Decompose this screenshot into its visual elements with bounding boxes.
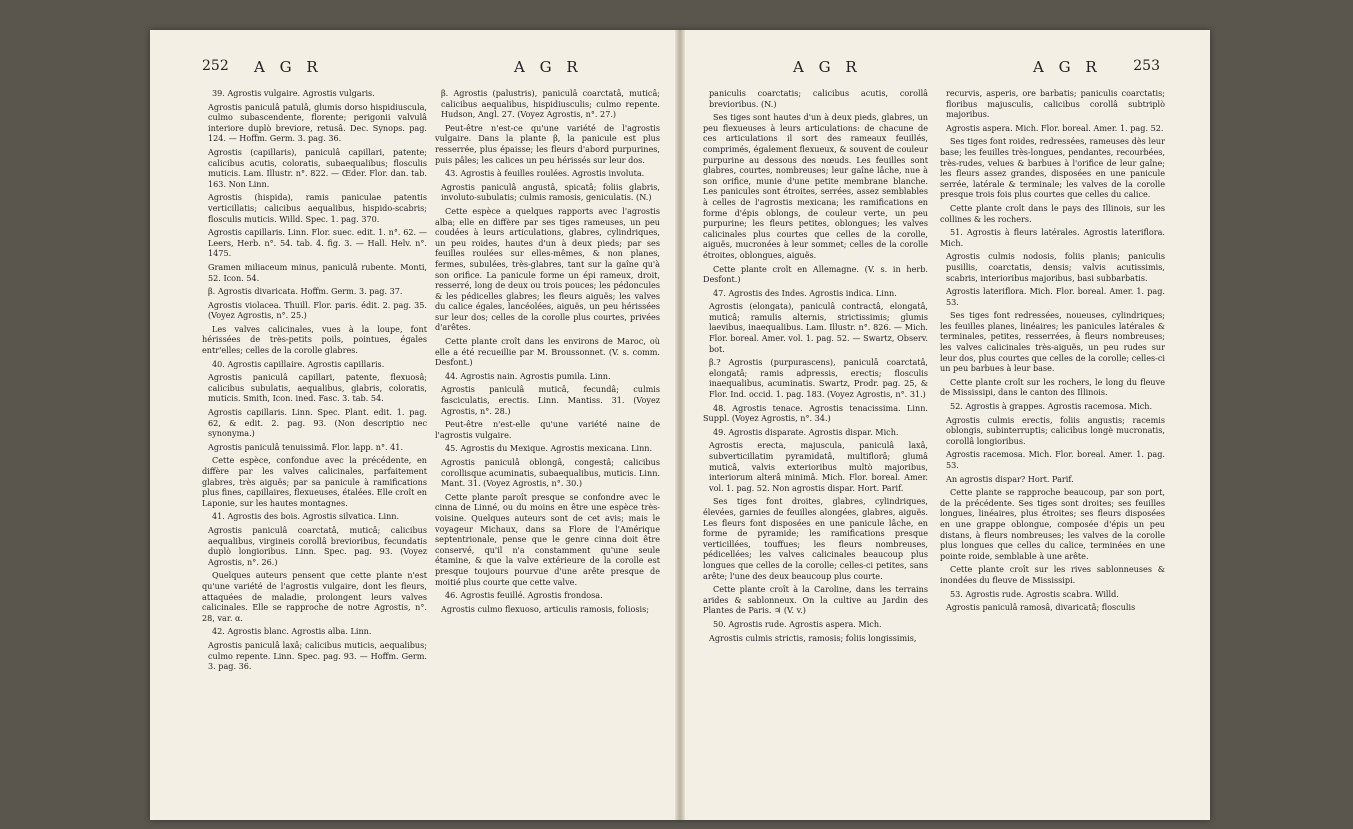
- left-running-head-a: A G R: [254, 58, 323, 76]
- paragraph: Peut-être n'est-ce qu'une variété de l'agrostis vulgaire. Dans la plante β, la panicule est plus resserrée, plus épaisse; les fleurs d'abord purpurines, puis pâles; les calices un peu hérissés sur leur dos.: [435, 122, 660, 165]
- paragraph: β. Agrostis divaricata. Hoffm. Germ. 3. pag. 37.: [208, 286, 403, 297]
- paragraph: Cette plante croît sur les rochers, le long du fleuve de Mississipi, dans le canton des Illinois.: [940, 376, 1165, 398]
- paragraph: 44. Agrostis nain. Agrostis pumila. Linn.: [445, 370, 611, 381]
- paragraph: Agrostis (elongata), paniculâ contractâ, elongatâ, muticâ; ramulis alternis, strictissimis; glumis laevibus, inaequalibus. Lam. Illustr. n°. 826. — Mich. Flor. boreal. Amer. vol. 1. pag. 52. — Swartz, Observ. bot.: [709, 301, 928, 354]
- left-column-1: [202, 88, 427, 808]
- paragraph: Agrostis paniculâ patulâ, glumis dorso hispidiuscula, culmo subascendente, florente; perigonii valvulâ interiore duplò breviore, retusâ. Dec. Synops. pag. 124. — Hoffm. Germ. 3. pag. 36.: [208, 101, 427, 144]
- paragraph: 40. Agrostis capillaire. Agrostis capillaris.: [212, 358, 385, 369]
- paragraph: Agrostis (hispida), ramis paniculae patentis verticillatis; calicibus aequalibus, hispido-scabris; flosculis muticis. Willd. Spec. 1. pag. 370.: [208, 192, 427, 224]
- paragraph: Ses tiges font roides, redressées, rameuses dès leur base; les feuilles très-longues, pendantes, recourbées, très-rudes, velues & barbues à l'orifice de leur gaîne; les fleurs assez grandes, disposées en une panicule serrée, latérale & terminale; les valves de la corolle presque trois fois plus courtes que celles du calice.: [940, 136, 1165, 200]
- paragraph: Agrostis lateriflora. Mich. Flor. boreal. Amer. 1. pag. 53.: [946, 286, 1165, 307]
- paragraph: Agrostis aspera. Mich. Flor. boreal. Amer. 1. pag. 52.: [946, 122, 1164, 133]
- paragraph: Cette plante croît dans les environs de Maroc, où elle a été recueillie par M. Broussonnet. (V. s. comm. Desfont.): [435, 336, 660, 368]
- paragraph: An agrostis dispar? Hort. Parif.: [946, 473, 1074, 484]
- right-page-header: [705, 58, 1160, 84]
- paragraph: 48. Agrostis tenace. Agrostis tenacissima. Linn. Suppl. (Voyez Agrostis, n°. 34.): [703, 402, 928, 424]
- right-page-number: 253: [1133, 58, 1160, 74]
- book-gutter: [675, 30, 685, 820]
- paragraph: Agrostis (capillaris), paniculâ capillari, patente; calicibus acutis, coloratis, subaequalibus; flosculis muticis. Lam. Illustr. n°. 822. — Œder. Flor. dan. tab. 163. Non Linn.: [208, 146, 427, 189]
- paragraph: 47. Agrostis des Indes. Agrostis indica. Linn.: [713, 287, 897, 298]
- paragraph: Agrostis erecta, majuscula, paniculâ laxâ, subverticillatim pyramidatâ, multiflorâ; glumâ muticâ, valvis exterioribus multò majoribus, interiorum alterâ minimâ. Mich. Flor. boreal. Amer. vol. 1. pag. 52. Non agrostis dispar. Hort. Parif.: [709, 440, 928, 493]
- paragraph: Agrostis paniculâ oblongâ, congestâ; calicibus corollisque acuminatis, subaequalibus, muticis. Linn. Mant. 31. (Voyez Agrostis, n°. 30.): [441, 457, 660, 489]
- paragraph: Cette plante croît sur les rives sablonneuses & inondées du fleuve de Mississipi.: [940, 564, 1165, 585]
- paragraph: Agrostis culmis erectis, foliis angustis; racemis oblongis, subinterruptis; calicibus longè mucronatis, corollâ longioribus.: [946, 414, 1165, 446]
- paragraph: Agrostis culmis strictis, ramosis; foliis longissimis,: [709, 632, 917, 643]
- paragraph: β. Agrostis (palustris), paniculâ coarctatâ, muticâ; calicibus aequalibus, hispidiusculis; culmo repente. Hudson, Angl. 27. (Voyez Agrostis, n°. 27.): [441, 88, 660, 120]
- paragraph: β.? Agrostis (purpurascens), paniculâ coarctatâ, elongatâ; ramis adpressis, erectis; flosculis inaequalibus, acuminatis. Swartz, Prodr. pag. 25, & Flor. Ind. occid. 1. pag. 183. (Voyez Agrostis, n°. 31.): [709, 357, 928, 400]
- left-running-head-b: A G R: [514, 58, 583, 76]
- left-page-header: [202, 58, 645, 84]
- paragraph: 43. Agrostis à feuilles roulées. Agrostis involuta.: [445, 168, 645, 179]
- left-page: [150, 30, 675, 820]
- paragraph: Agrostis paniculâ angustâ, spicatâ; foliis glabris, involuto-subulatis; culmis ramosis, geniculatis. (N.): [441, 181, 660, 203]
- paragraph: Agrostis paniculâ laxâ; calicibus muticis, aequalibus; culmo repente. Linn. Spec. pag. 93. — Hoffm. Germ. 3. pag. 36.: [208, 639, 427, 672]
- right-running-head-b: A G R: [1033, 58, 1102, 76]
- right-running-head-a: A G R: [793, 58, 862, 76]
- paragraph: Agrostis violacea. Thuill. Flor. paris. édit. 2. pag. 35. (Voyez Agrostis, n°. 25.): [208, 299, 427, 321]
- paragraph: 39. Agrostis vulgaire. Agrostis vulgaris.: [212, 88, 375, 98]
- paragraph: 50. Agrostis rude. Agrostis aspera. Mich.: [713, 618, 882, 629]
- paragraph: Ses tiges font droites, glabres, cylindriques, élevées, garnies de feuilles alongées, glabres, aiguës. Les fleurs font disposées en une panicule lâche, en forme de pyramide; les ramifications presque verticillées, touffues; les fleurs nombreuses, pédicellées; les valves calicinales beaucoup plus longues que celles de la corolle; celles-ci petites, sans arête; l'une des deux beaucoup plus courte.: [703, 496, 928, 581]
- left-column-2: [435, 88, 660, 808]
- paragraph: 52. Agrostis à grappes. Agrostis racemosa. Mich.: [950, 401, 1153, 412]
- paragraph: Agrostis capillaris. Linn. Flor. suec. edit. 1. n°. 62. — Leers, Herb. n°. 54. tab. 4. fig. 3. — Hall. Helv. n°. 1475.: [208, 227, 427, 259]
- paragraph: Cette plante croît à la Caroline, dans les terrains arides & sablonneux. On la cultive au Jardin des Plantes de Paris. ♃ (V. v.): [703, 584, 928, 616]
- book-spread: [150, 30, 1210, 820]
- paragraph: Les valves calicinales, vues à la loupe, font hérissées de très-petits poils, pointues, égales entr'elles; celles de la corolle glabres.: [202, 323, 427, 356]
- paragraph: 42. Agrostis blanc. Agrostis alba. Linn.: [212, 626, 372, 637]
- right-column-1: [703, 88, 928, 808]
- paragraph: Ses tiges sont hautes d'un à deux pieds, glabres, un peu flexueuses à leurs articulations: de chacune de ces articulations il sort des rameaux feuillés, comprimés, également flexueux, & souvent de couleur purpurine au dessous des nœuds. Les feuilles sont glabres, courtes, nombreuses; leur gaîne lâche, nue à son orifice, munie d'une petite membrane blanche. Les panicules sont étroites, serrées, assez semblables à celles de l'agrostis mexicana; les ramifications en forme d'épis oblongs, de couleur verte, un peu purpurine; les fleurs petites, oblongues; les valves calicinales plus courtes que celles de la corolle, aiguës, mucronées à leur sommet; celles de la corolle étroites, oblongues, aiguës.: [703, 112, 928, 260]
- paragraph: Cette espèce, confondue avec la précédente, en diffère par les valves calicinales, parfaitement glabres, très aiguës; par sa panicule à ramifications plus fines, capillaires, flexueuses, étalées. Elle croît en Laponie, sur les hautes montagnes.: [202, 455, 427, 508]
- left-page-number: 252: [202, 58, 229, 74]
- paragraph: 53. Agrostis rude. Agrostis scabra. Willd.: [950, 588, 1119, 599]
- paragraph: 51. Agrostis à fleurs latérales. Agrostis lateriflora. Mich.: [940, 227, 1165, 248]
- paragraph: paniculis coarctatis; calicibus acutis, corollâ brevioribus. (N.): [709, 88, 928, 109]
- paragraph: 41. Agrostis des bois. Agrostis silvatica. Linn.: [212, 511, 400, 522]
- paragraph: Agrostis culmo flexuoso, articulis ramosis, foliosis;: [441, 603, 649, 614]
- paragraph: Cette plante se rapproche beaucoup, par son port, de la précédente. Ses tiges sont droites; ses feuilles longues, linéaires, plus étroites; ses fleurs disposées en une grappe oblongue, composée d'épis un peu distans, à fleurs nombreuses; les valves de la corolle plus longues que celles du calice, terminées en une pointe roide, semblable à une arête.: [940, 487, 1165, 561]
- paragraph: Gramen miliaceum minus, paniculâ rubente. Monti, 52. Icon. 54.: [208, 261, 427, 283]
- paragraph: Agrostis racemosa. Mich. Flor. boreal. Amer. 1. pag. 53.: [946, 449, 1165, 470]
- paragraph: Cette plante croît dans le pays des Illinois, sur les collines & les rochers.: [940, 202, 1165, 224]
- paragraph: 49. Agrostis disparate. Agrostis dispar. Mich.: [713, 426, 899, 437]
- paragraph: Agrostis paniculâ coarctatâ, muticâ; calicibus aequalibus, virgineis corollâ brevioribus, fecundatis duplò longioribus. Linn. Spec. pag. 93. (Voyez Agrostis, n°. 26.): [208, 524, 427, 567]
- paragraph: Agrostis culmis nodosis, foliis planis; paniculis pusillis, coarctatis, densis; valvis acutissimis, scabris, interioribus majoribus, basi subbarbatis.: [946, 251, 1165, 283]
- paragraph: Agrostis paniculâ muticâ, fecundâ; culmis fasciculatis, erectis. Linn. Mantiss. 31. (Voyez Agrostis, n°. 28.): [441, 384, 660, 416]
- paragraph: Cette espèce a quelques rapports avec l'agrostis alba; elle en diffère par ses tiges rameuses, un peu coudées à leurs articulations, glabres, cylindriques, un peu roides, hautes d'un à deux pieds; par ses feuilles roulées sur elles-mêmes, & non planes, fermes, subulées, très-glabres, tant sur la gaîne qu'à son orifice. La panicule forme un épi rameux, droit, resserré, long de deux ou trois pouces; les pédoncules & les pédicelles glabres; les fleurs aiguës; les valves du calice égales, lancéolées, aiguës, un peu hérissées sur leur dos; celles de la corolle plus courtes, privées d'arêtes.: [435, 205, 660, 333]
- paragraph: Peut-être n'est-elle qu'une variété naine de l'agrostis vulgaire.: [435, 419, 660, 440]
- paragraph: Agrostis capillaris. Linn. Spec. Plant. edit. 1. pag. 62, & edit. 2. pag. 93. (Non descriptio nec synonyma.): [208, 407, 427, 439]
- paragraph: Agrostis paniculâ capillari, patente, flexuosâ; calicibus subulatis, aequalibus, glabris, coloratis, muticis. Smith, Icon. ined. Fasc. 3. tab. 54.: [208, 372, 427, 404]
- paragraph: Cette plante paroît presque se confondre avec le cinna de Linné, ou du moins en être une espèce très-voisine. Quelques auteurs sont de cet avis; mais le voyageur Michaux, dans sa Flore de l'Amérique septentrionale, pense que le genre cinna doit être conservé, qu'il n'a constamment qu'une seule étamine, & que la valve extérieure de la corolle est presque toujours pourvue d'une arête presque de moitié plus courte que cette valve.: [435, 491, 660, 587]
- paragraph: Agrostis paniculâ tenuissimâ. Flor. lapp. n°. 41.: [208, 441, 404, 452]
- paragraph: recurvis, asperis, ore barbatis; paniculis coarctatis; floribus majusculis, calicibus corollâ subtriplò majoribus.: [946, 88, 1165, 120]
- paragraph: 45. Agrostis du Mexique. Agrostis mexicana. Linn.: [445, 443, 653, 454]
- paragraph: Cette plante croît en Allemagne. (V. s. in herb. Desfont.): [703, 263, 928, 285]
- paragraph: Ses tiges font redressées, noueuses, cylindriques; les feuilles planes, linéaires; les panicules latérales & terminales, petites, resserrées, à fleurs nombreuses; les valves calicinales très-aiguës, un peu rudes sur leur dos, plus courtes que celles de la corolle; celles-ci un peu barbues à leur base.: [940, 310, 1165, 374]
- right-column-2: [940, 88, 1165, 808]
- paragraph: 46. Agrostis feuillé. Agrostis frondosa.: [445, 590, 603, 601]
- right-page: [685, 30, 1210, 820]
- paragraph: Quelques auteurs pensent que cette plante n'est qu'une variété de l'agrostis vulgaire, dont les fleurs, attaquées de maladie, prolongent leurs valves calicinales. Elle se rapproche de notre Agrostis, n°. 28, var. α.: [202, 570, 427, 623]
- paragraph: Agrostis paniculâ ramosâ, divaricatâ; flosculis: [946, 602, 1136, 613]
